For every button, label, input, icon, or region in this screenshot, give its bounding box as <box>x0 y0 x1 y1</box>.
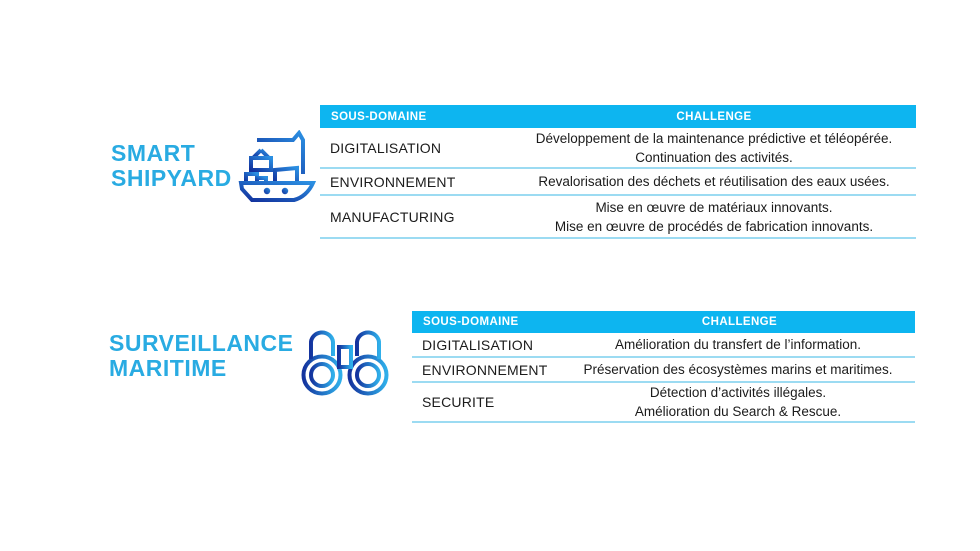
table-row <box>412 358 915 383</box>
section-title-line: SURVEILLANCE <box>109 330 294 356</box>
challenge-line: Mise en œuvre de matériaux innovants. <box>595 199 833 215</box>
sub-domain-cell: ENVIRONNEMENT <box>330 173 456 190</box>
challenge-line: Mise en œuvre de procédés de fabrication innovants. <box>554 218 874 234</box>
table-row <box>320 196 916 239</box>
sub-domain-cell: ENVIRONNEMENT <box>422 361 548 378</box>
challenge-line: Amélioration du Search & Rescue. <box>634 404 842 419</box>
header-sous-domaine: SOUS-DOMAINE <box>331 110 427 123</box>
smart-shipyard-table <box>320 105 916 239</box>
table-row <box>412 383 915 423</box>
challenge-cell <box>512 128 916 167</box>
challenge-cell <box>512 169 916 194</box>
challenge-cell <box>512 196 916 237</box>
section-title-smart-shipyard <box>111 141 232 191</box>
section-title-surveillance-maritime <box>109 331 294 381</box>
section-title-line: SHIPYARD <box>111 165 232 191</box>
table-header-row <box>412 311 915 333</box>
challenge-cell <box>561 358 915 381</box>
table-body <box>320 128 916 239</box>
table-row <box>412 333 915 358</box>
header-challenge: CHALLENGE <box>676 110 752 123</box>
challenge-line: Détection d’activités illégales. <box>649 385 827 400</box>
binoculars-icon <box>300 330 390 400</box>
header-sous-domaine: SOUS-DOMAINE <box>423 316 519 328</box>
sub-domain-cell: SECURITE <box>422 394 495 410</box>
surveillance-maritime-table <box>412 311 915 423</box>
challenge-line: Amélioration du transfert de l’information. <box>614 337 862 352</box>
section-title-line: SMART <box>111 140 196 166</box>
challenge-line: Revalorisation des déchets et réutilisation des eaux usées. <box>538 174 890 189</box>
table-row <box>320 169 916 196</box>
table-row <box>320 128 916 169</box>
challenge-line: Préservation des écosystèmes marins et maritimes. <box>583 362 893 377</box>
challenge-cell <box>561 333 915 356</box>
challenge-line: Développement de la maintenance prédictive et téléopérée. <box>535 130 893 146</box>
table-header-row <box>320 105 916 128</box>
sub-domain-cell: DIGITALISATION <box>422 336 534 353</box>
challenge-cell <box>561 383 915 421</box>
header-challenge: CHALLENGE <box>701 316 778 328</box>
sub-domain-cell: DIGITALISATION <box>330 139 442 156</box>
sub-domain-cell: MANUFACTURING <box>330 208 455 225</box>
shipyard-crane-icon <box>238 130 316 206</box>
section-title-line: MARITIME <box>109 355 227 381</box>
table-body <box>412 333 915 423</box>
challenge-line: Continuation des activités. <box>635 149 793 165</box>
